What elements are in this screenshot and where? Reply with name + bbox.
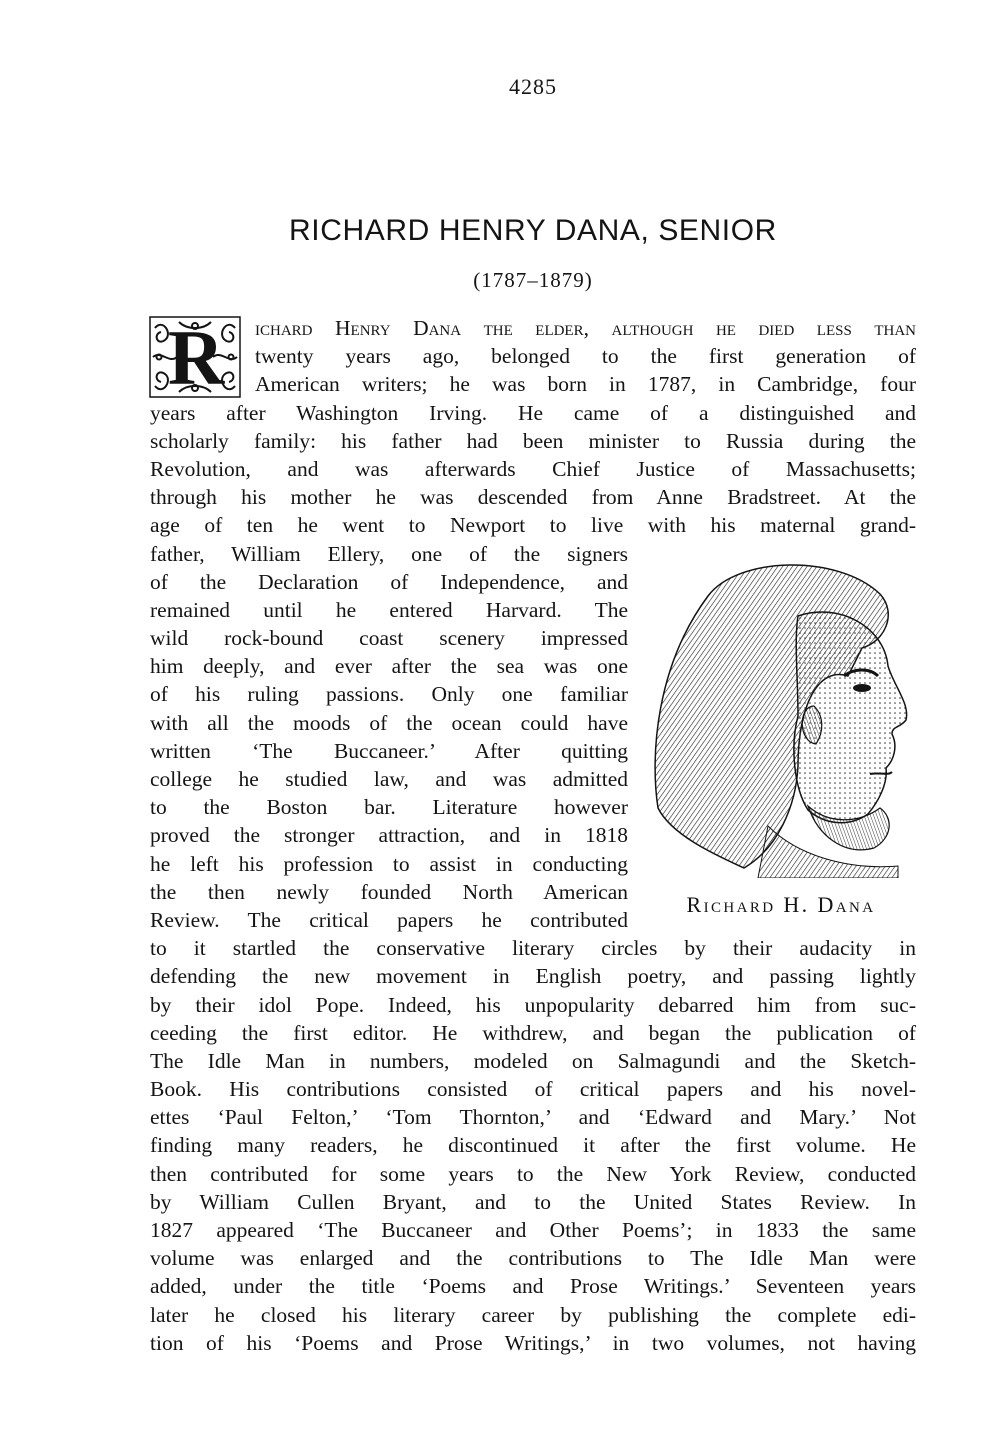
text-line: father, William Ellery, one of the signers	[150, 541, 628, 566]
text-line: proved the stronger attraction, and in 1818	[150, 823, 628, 848]
text-line: remained until he entered Harvard. The	[150, 597, 628, 622]
text-line: college he studied law, and was admitted	[150, 767, 628, 791]
line-text: ichard Henry Dana the elder, although he died less than	[255, 316, 916, 340]
life-dates: (1787–1879)	[473, 268, 593, 292]
text-line: age of ten he went to Newport to live with his maternal grand-	[150, 513, 916, 538]
text-line: scholarly family: his father had been minister to Russia during the	[150, 428, 916, 453]
text-line: by their idol Pope. Indeed, his unpopularity debarred him from suc-	[150, 992, 916, 1017]
text-line: 1827 appeared ‘The Buccaneer and Other Poems’; in 1833 the same	[150, 1218, 916, 1242]
text-line: to it startled the conservative literary circles by their audacity in	[150, 936, 916, 961]
text-line: The Idle Man in numbers, modeled on Salmagundi and the Sketch-	[150, 1048, 916, 1073]
text-line: of his ruling passions. Only one familiar	[150, 682, 628, 707]
text-line: later he closed his literary career by publishing the complete edi-	[150, 1302, 916, 1327]
text-line: American writers; he was born in 1787, in Cambridge, four	[255, 372, 916, 397]
text-line: through his mother he was descended from Anne Bradstreet. At the	[150, 485, 916, 510]
text-line: twenty years ago, belonged to the first generation of	[255, 344, 916, 369]
text-line: he left his profession to assist in conducting	[150, 851, 628, 876]
text-line: added, under the title ‘Poems and Prose Writings.’ Seventeen years	[150, 1274, 916, 1299]
text-line	[255, 314, 916, 342]
text-line: to the Boston bar. Literature however	[150, 795, 628, 820]
text-line: defending the new movement in English poetry, and passing lightly	[150, 964, 916, 989]
text-line: then contributed for some years to the New York Review, conducted	[150, 1161, 916, 1186]
text-line: tion of his ‘Poems and Prose Writings,’ in two volumes, not having	[150, 1330, 916, 1355]
text-line: ettes ‘Paul Felton,’ ‘Tom Thornton,’ and ‘Edward and Mary.’ Not	[150, 1105, 916, 1130]
article-title: RICHARD HENRY DANA, SENIOR	[289, 214, 777, 247]
text-line: wild rock-bound coast scenery impressed	[150, 626, 628, 651]
page-number: 4285	[509, 74, 557, 99]
text-line: of the Declaration of Independence, and	[150, 569, 628, 594]
text-line: with all the moods of the ocean could have	[150, 710, 628, 735]
text-line: Revolution, and was afterwards Chief Justice of Massachusetts;	[150, 456, 916, 481]
portrait-engraving	[648, 556, 914, 878]
dropcap-letter: R	[167, 316, 225, 398]
text-line: the then newly founded North American	[150, 879, 628, 904]
text-line: him deeply, and ever after the sea was one	[150, 654, 628, 679]
portrait-caption: Richard H. Dana	[686, 892, 876, 917]
text-line: by William Cullen Bryant, and to the United States Review. In	[150, 1189, 916, 1214]
text-line: Book. His contributions consisted of critical papers and his novel-	[150, 1077, 916, 1102]
text-line: ceeding the first editor. He withdrew, and began the publication of	[150, 1020, 916, 1045]
text-line: volume was enlarged and the contributions to The Idle Man were	[150, 1246, 916, 1271]
text-line: finding many readers, he discontinued it after the first volume. He	[150, 1133, 916, 1158]
text-line: written ‘The Buccaneer.’ After quitting	[150, 738, 628, 763]
text-line: years after Washington Irving. He came of a distinguished and	[150, 400, 916, 425]
text-line: Review. The critical papers he contributed	[150, 907, 628, 932]
